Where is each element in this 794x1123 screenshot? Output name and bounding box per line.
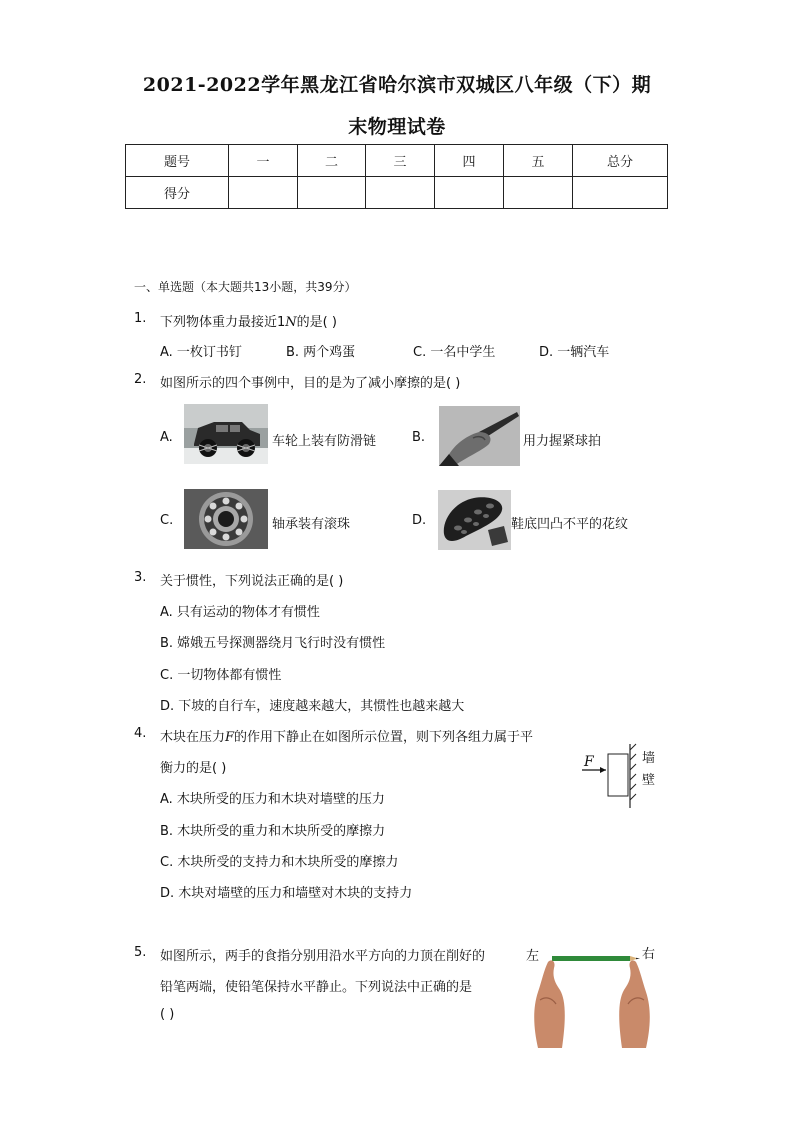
q3-option-b[interactable]: B. 嫦娥五号探测器绕月飞行时没有惯性 xyxy=(160,636,386,651)
score-table-score-row xyxy=(126,177,668,209)
question-4-text-line1 xyxy=(160,726,533,745)
q4-force-symbol: F xyxy=(225,730,235,745)
score-cell[interactable] xyxy=(298,177,366,209)
racket-grip-image xyxy=(439,406,520,466)
score-header-cell: 题号 xyxy=(126,145,229,177)
section-heading: 一、单选题（本大题共13小题，共39分） xyxy=(134,280,357,294)
q2-option-a-letter[interactable]: A. xyxy=(160,430,173,445)
score-header-cell: 一 xyxy=(229,145,298,177)
question-number: 5. xyxy=(134,945,147,960)
shoe-sole-image xyxy=(438,490,511,550)
q2-option-c-caption: 轴承装有滚珠 xyxy=(272,517,351,532)
score-table xyxy=(125,144,668,209)
q3-option-d[interactable]: D. 下坡的自行车，速度越来越大，其惯性也越来越大 xyxy=(160,699,465,714)
q1-unit: N xyxy=(285,315,297,330)
q1-option-a[interactable]: A. 一枚订书钉 xyxy=(160,345,242,360)
question-number: 3. xyxy=(134,570,147,585)
q3-option-a[interactable]: A. 只有运动的物体才有惯性 xyxy=(160,605,320,620)
q4-option-d[interactable]: D. 木块对墙壁的压力和墙壁对木块的支持力 xyxy=(160,886,413,901)
q4-text-part: 木块在压力 xyxy=(160,730,226,745)
q4-text-part: 的作用下静止在如图所示位置，则下列各组力属于平 xyxy=(234,730,534,745)
wall-label-1: 墙 xyxy=(642,751,656,766)
score-header-cell: 三 xyxy=(366,145,435,177)
block-wall-diagram xyxy=(578,738,666,810)
question-2-text: 如图所示的四个事例中，目的是为了减小摩擦的是( ) xyxy=(160,376,461,391)
question-3-text: 关于惯性，下列说法正确的是( ) xyxy=(160,574,344,589)
q4-option-b[interactable]: B. 木块所受的重力和木块所受的摩擦力 xyxy=(160,824,386,839)
question-4-text-line2: 衡力的是( ) xyxy=(160,761,227,776)
question-5-text-line1: 如图所示，两手的食指分别用沿水平方向的力顶在削好的 xyxy=(160,949,486,964)
q2-option-b-caption: 用力握紧球拍 xyxy=(523,434,602,449)
score-header-cell: 总分 xyxy=(573,145,668,177)
label-left: 左 xyxy=(526,949,540,964)
q4-option-c[interactable]: C. 木块所受的支持力和木块所受的摩擦力 xyxy=(160,855,399,870)
score-cell[interactable] xyxy=(573,177,668,209)
q2-option-c-letter[interactable]: C. xyxy=(160,513,174,528)
question-number: 4. xyxy=(134,726,147,741)
score-header-cell: 五 xyxy=(504,145,573,177)
q1-option-c[interactable]: C. 一名中学生 xyxy=(413,345,496,360)
label-right: 右 xyxy=(642,947,656,962)
score-header-cell: 四 xyxy=(435,145,504,177)
q1-text-part: 下列物体重力最接近1 xyxy=(160,315,286,330)
wall-label-2: 壁 xyxy=(642,773,656,788)
q2-option-d-caption: 鞋底凹凸不平的花纹 xyxy=(511,517,629,532)
question-number: 1. xyxy=(134,311,147,326)
question-5-text-line2: 铅笔两端，使铅笔保持水平静止。下列说法中正确的是 xyxy=(160,980,473,995)
q1-option-d[interactable]: D. 一辆汽车 xyxy=(539,345,610,360)
score-cell[interactable] xyxy=(366,177,435,209)
score-cell[interactable] xyxy=(504,177,573,209)
ball-bearing-image xyxy=(184,489,268,549)
snow-chain-car-image xyxy=(184,404,268,464)
q2-option-b-letter[interactable]: B. xyxy=(412,430,426,445)
score-table-header-row xyxy=(126,145,668,177)
q2-option-a-caption: 车轮上装有防滑链 xyxy=(272,434,377,449)
question-5-text-line3: ( ) xyxy=(160,1007,175,1022)
q4-option-a[interactable]: A. 木块所受的压力和木块对墙壁的压力 xyxy=(160,792,385,807)
score-header-cell: 二 xyxy=(298,145,366,177)
score-cell[interactable] xyxy=(435,177,504,209)
score-row-label: 得分 xyxy=(126,177,229,209)
pencil-fingers-image xyxy=(522,940,662,1048)
question-number: 2. xyxy=(134,372,147,387)
exam-title-line1: 2021-2022学年黑龙江省哈尔滨市双城区八年级（下）期 xyxy=(142,74,652,96)
force-label-f: F xyxy=(584,754,594,770)
exam-title-line2: 末物理试卷 xyxy=(348,116,446,138)
q2-option-d-letter[interactable]: D. xyxy=(412,513,427,528)
q1-option-b[interactable]: B. 两个鸡蛋 xyxy=(286,345,356,360)
score-cell[interactable] xyxy=(229,177,298,209)
q1-text-part: 的是( ) xyxy=(296,315,337,330)
q3-option-c[interactable]: C. 一切物体都有惯性 xyxy=(160,668,282,683)
question-1-text xyxy=(160,311,337,330)
